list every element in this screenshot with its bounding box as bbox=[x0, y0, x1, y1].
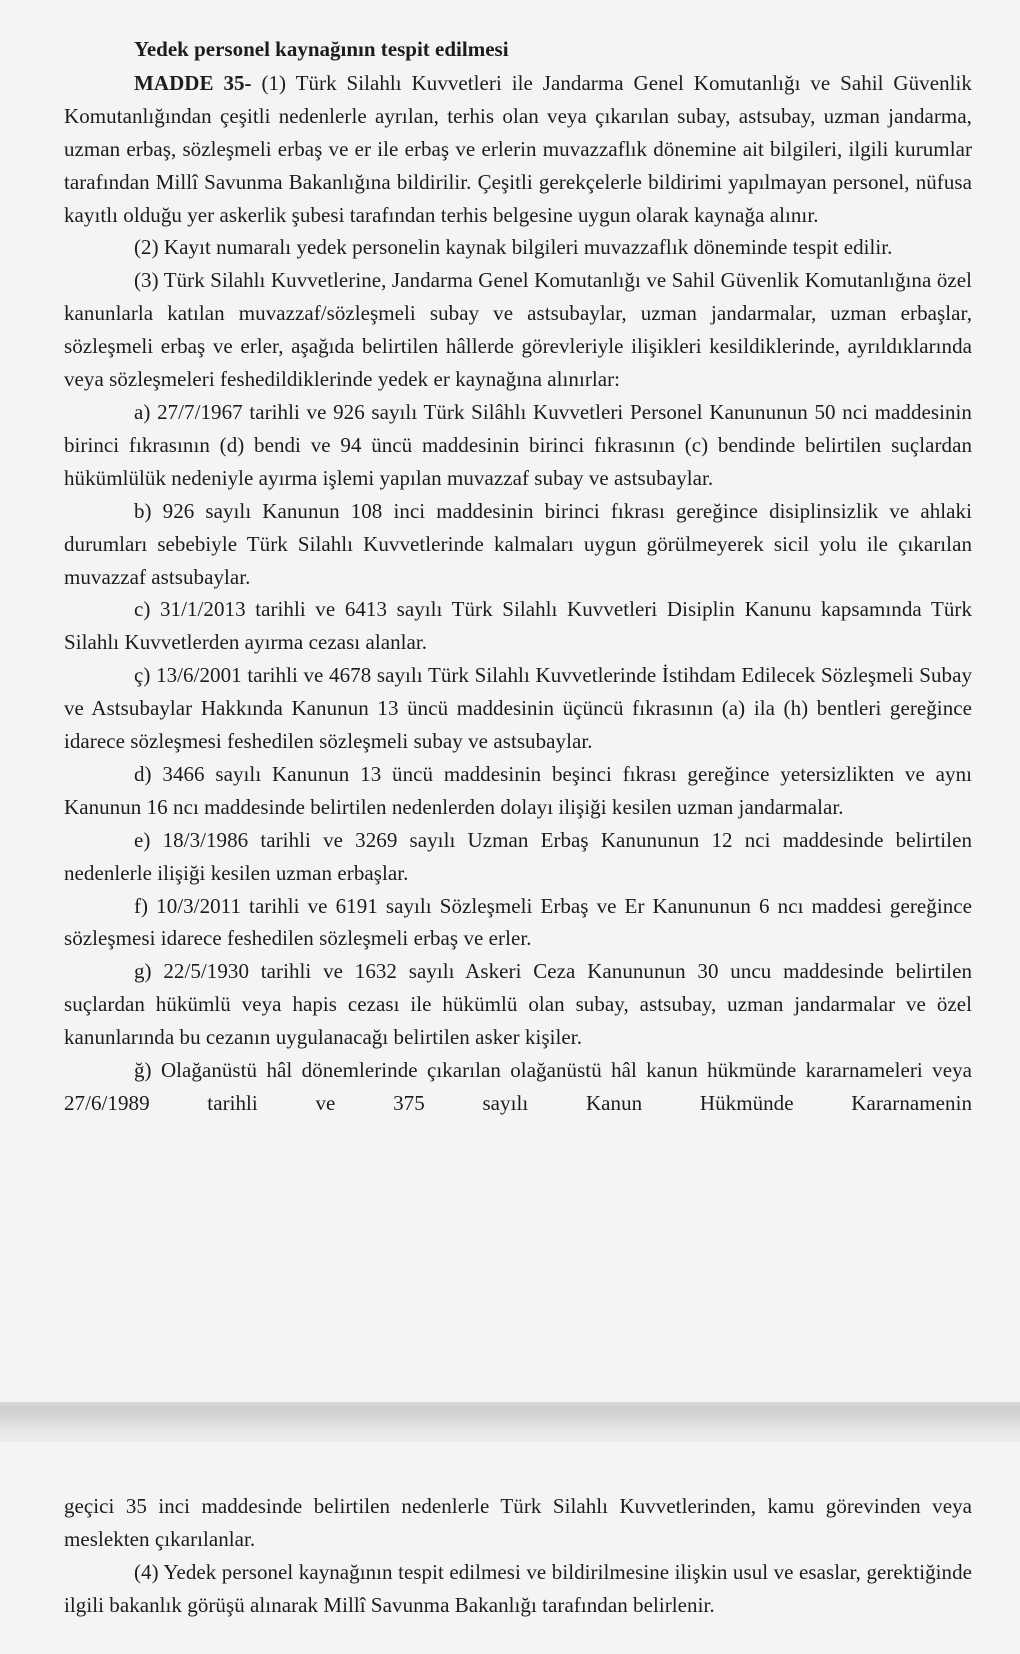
page-separator bbox=[0, 1402, 1020, 1442]
paragraph-1-text: (1) Türk Silahlı Kuvvetleri ile Jandarma Genel Komutanlığı ve Sahil Güvenlik Komutanlığından çeşitli nedenlerle ayrılan, terhis olan veya çıkarılan subay, astsubay, uzman jandarma, uzman erbaş, sözleşmeli erbaş ve er ile erbaş ve erlerin muvazzaflık dönemine ait bilgileri, ilgili kurumlar tarafından Millî Savunma Bakanlığına bildirilir. Çeşitli gerekçelerle bildirimi yapılmayan personel, nüfusa kayıtlı olduğu yer askerlik şubesi tarafından terhis belgesine uygun olarak kaynağa alınır. bbox=[64, 70, 972, 227]
paragraph-4: (4) Yedek personel kaynağının tespit edilmesi ve bildirilmesine ilişkin usul ve esaslar, gerektiğinde ilgili bakanlık görüşü alınarak Millî Savunma Bakanlığı tarafından belirlenir. bbox=[64, 1559, 972, 1617]
list-item-a: a) 27/7/1967 tarihli ve 926 sayılı Türk Silâhlı Kuvvetleri Personel Kanununun 50 nci maddesinin birinci fıkrasının (d) bendi ve 94 üncü maddesinin birinci fıkrasının (c) bendinde belirtilen suçlardan hükümlülük nedeniyle ayırma işlemi yapılan muvazzaf subay ve astsubaylar. bbox=[64, 399, 972, 490]
list-item-f: f) 10/3/2011 tarihli ve 6191 sayılı Sözleşmeli Erbaş ve Er Kanununun 6 ncı maddesi gereğince sözleşmesi idarece feshedilen sözleşmeli erbaş ve erler. bbox=[64, 893, 972, 951]
list-item-g-breve: ğ) Olağanüstü hâl dönemlerinde çıkarılan olağanüstü hâl kanun hükmünde kararnameleri veya 27/6/1989 tarihli ve 375 sayılı Kanun Hükmünde Kararnamenin bbox=[64, 1058, 972, 1115]
list-item-g: g) 22/5/1930 tarihli ve 1632 sayılı Askeri Ceza Kanununun 30 uncu maddesinde belirtilen suçlardan hükümlü veya hapis cezası ile hükümlü olan subay, astsubay, uzman jandarmalar ve özel kanunlarında bu cezanın uygulanacağı belirtilen asker kişiler. bbox=[64, 959, 972, 1050]
paragraph-3: (3) Türk Silahlı Kuvvetlerine, Jandarma Genel Komutanlığı ve Sahil Güvenlik Komutanlığına özel kanunlarla katılan muvazzaf/sözleşmeli subay ve astsubaylar, uzman jandarmalar, uzman erbaşlar, sözleşmeli erbaş ve erler, aşağıda belirtilen hâllerde görevleriyle ilişikleri kesildiklerinde, ayrıldıklarında veya sözleşmeleri feshedildiklerinde yedek er kaynağına alınırlar: bbox=[64, 268, 972, 392]
paragraph-2: (2) Kayıt numaralı yedek personelin kaynak bilgileri muvazzaflık döneminde tespit edilir. bbox=[134, 235, 893, 260]
list-item-d: d) 3466 sayılı Kanunun 13 üncü maddesinin beşinci fıkrası gereğince yetersizlikten ve aynı Kanunun 16 ncı maddesinde belirtilen nedenlerden dolayı ilişiği kesilen uzman jandarmalar. bbox=[64, 761, 972, 819]
list-item-c-cedilla: ç) 13/6/2001 tarihli ve 4678 sayılı Türk Silahlı Kuvvetlerinde İstihdam Edilecek Sözleşmeli Subay ve Astsubaylar Hakkında Kanunun 13 üncü maddesinin üçüncü fıkrasının (a) ila (h) bentleri gereğince idarece sözleşmesi feshedilen sözleşmeli subay ve astsubaylar. bbox=[64, 663, 972, 754]
list-item-b: b) 926 sayılı Kanunun 108 inci maddesinin birinci fıkrası gereğince disiplinsizlik ve ahlaki durumları sebebiyle Türk Silahlı Kuvvetlerinde kalmaları uygun görülmeyerek sicil yolu ile çıkarılan muvazzaf astsubaylar. bbox=[64, 498, 972, 589]
article-heading: Yedek personel kaynağının tespit edilmesi bbox=[134, 37, 509, 61]
list-item-e: e) 18/3/1986 tarihli ve 3269 sayılı Uzman Erbaş Kanununun 12 nci maddesinde belirtilen nedenlerle ilişiği kesilen uzman erbaşlar. bbox=[64, 827, 972, 885]
document-page-2 bbox=[0, 1442, 1020, 1654]
paragraph-1 bbox=[64, 67, 972, 232]
article-label: MADDE 35- bbox=[134, 70, 252, 95]
list-item-c: c) 31/1/2013 tarihli ve 6413 sayılı Türk Silahlı Kuvvetleri Disiplin Kanunu kapsamında Türk Silahlı Kuvvetlerden ayırma cezası alanlar. bbox=[64, 597, 972, 655]
continuation-paragraph: geçici 35 inci maddesinde belirtilen nedenlerle Türk Silahlı Kuvvetlerinden, kamu görevinden veya meslekten çıkarılanlar. bbox=[64, 1494, 972, 1551]
